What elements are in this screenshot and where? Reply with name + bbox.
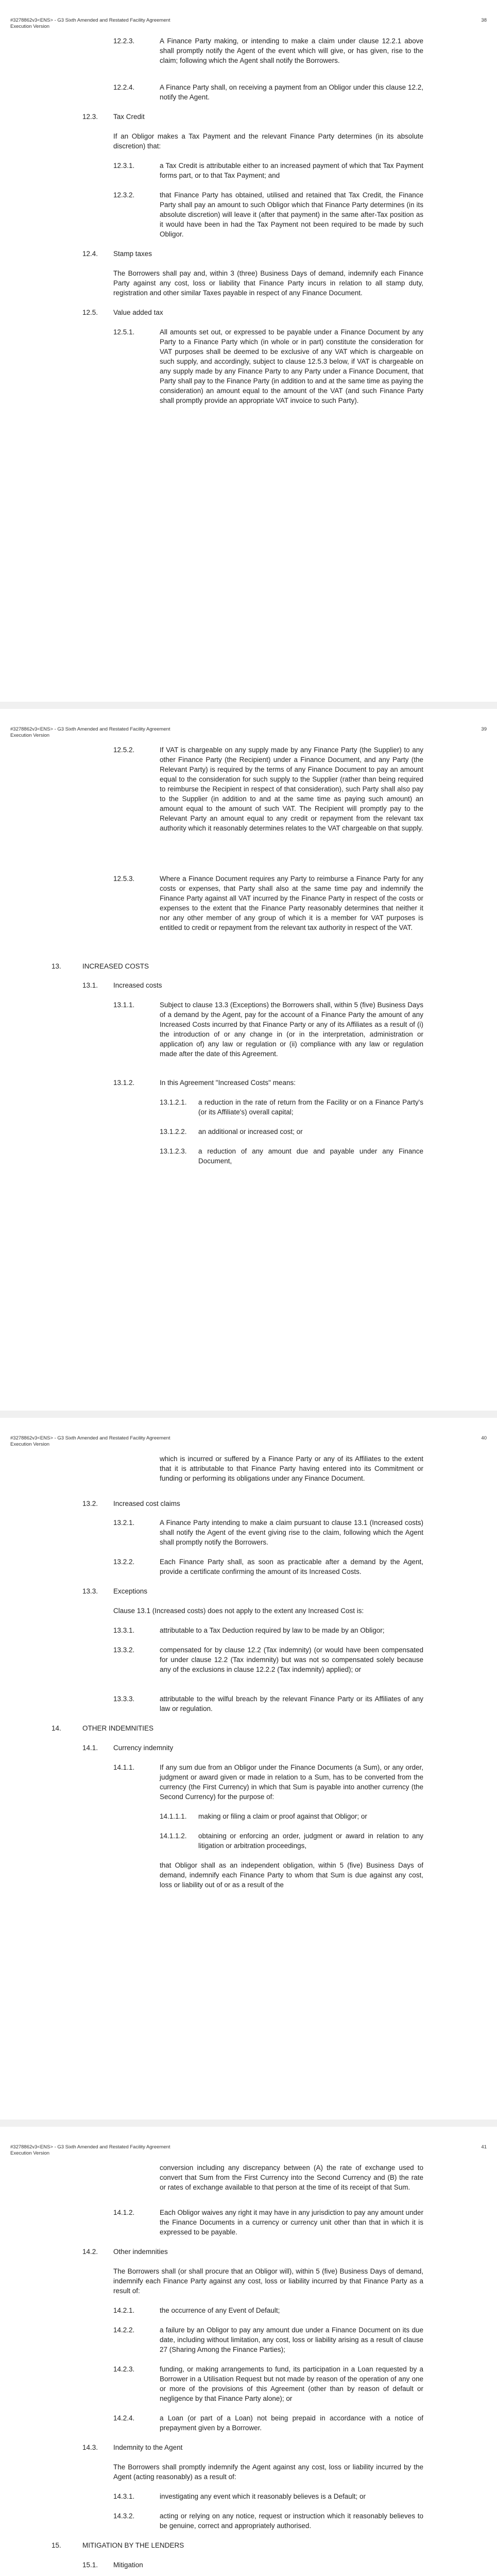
clause-text: In this Agreement "Increased Costs" means:: [160, 1079, 296, 1087]
clause-heading: Stamp taxes: [113, 250, 152, 258]
clause-text: If any sum due from an Obligor under the Finance Documents (a Sum), or any order, judgment or award given or made in relation to a Sum, has to be converted from the currency (the First Currency) in which that Sum is payable into another currency (the Second Currency) for the purpose of:: [160, 1764, 423, 1801]
clause-text: Each Obligor waives any right it may have in any jurisdiction to pay any amount under the Finance Documents in a currency or currency unit other than that in which it is expressed to be payable.: [160, 2209, 423, 2236]
clause-number: 14.: [52, 1724, 61, 1732]
header-doc-ref: #3278862v3<ENS> - G3 Sixth Amended and Restated Facility Agreement: [10, 2144, 170, 2150]
clause-number: 14.1.1.: [113, 1764, 135, 1771]
clause-text: an additional or increased cost; or: [198, 1128, 303, 1136]
clause-text: a Tax Credit is attributable either to an increased payment of which that Tax Payment forms part, or to that Tax Payment; and: [160, 162, 423, 179]
clause-number: 14.1.2.: [113, 2209, 135, 2216]
clause-text: Where a Finance Document requires any Party to reimburse a Finance Party for any costs or expenses, that Party shall also at the same time pay and indemnify the Finance Party against all VAT incurred by the Finance Party in respect of the costs or expenses to the extent that the Finance Party reasonably determines that neither it nor any other member of any group of which it is a member for VAT purposes is entitled to credit or repayment from the relevant tax authority in respect of the VAT.: [160, 875, 423, 931]
clause-number: 12.3.1.: [113, 162, 135, 170]
clause-number: 13.1.: [82, 981, 98, 989]
clause-number: 12.2.3.: [113, 37, 135, 45]
clause-number: 13.: [52, 962, 61, 970]
clause-text: Each Finance Party shall, as soon as practicable after a demand by the Agent, provide a certificate confirming the amount of its Increased Costs.: [160, 1558, 423, 1575]
clause-number: 14.1.: [82, 1744, 98, 1752]
paragraph: which is incurred or suffered by a Finance Party or any of its Affiliates to the extent that it is attributable to that Finance Party having entered into its Commitment or funding or performing its obligations under any Finance Document.: [160, 1455, 423, 1482]
clause-text: acting or relying on any notice, request or instruction which it reasonably believes to be genuine, correct and appropriately authorised.: [160, 2512, 423, 2530]
clause-text: a Loan (or part of a Loan) not being prepaid in accordance with a notice of prepayment given by a Borrower.: [160, 2414, 423, 2432]
clause-text: that Finance Party has obtained, utilised and retained that Tax Credit, the Finance Party shall pay an amount to such Obligor which that Finance Party determines (in its absolute discretion) will leave it (after that payment) in the same after-Tax position as it would have been in had the Tax Payment not been required to be made by such Obligor.: [160, 191, 423, 238]
clause-number: 14.2.2.: [113, 2326, 135, 2334]
clause-text: making or filing a claim or proof against that Obligor; or: [198, 1812, 367, 1820]
clause-heading: Tax Credit: [113, 113, 145, 121]
page-number: 38: [481, 18, 487, 23]
clause-number: 12.5.2.: [113, 746, 135, 754]
clause-text: A Finance Party intending to make a claim pursuant to clause 13.1 (Increased costs) shall notify the Agent of the event giving rise to the claim, following which the Agent shall promptly notify the Borrowers.: [160, 1519, 423, 1546]
clause-heading: Increased cost claims: [113, 1500, 180, 1507]
clause-number: 13.3.: [82, 1587, 98, 1595]
page-38: [0, 0, 497, 702]
clause-number: 14.3.1.: [113, 2493, 135, 2500]
clause-number: 13.1.2.1.: [160, 1098, 187, 1106]
header-doc-ref: #3278862v3<ENS> - G3 Sixth Amended and Restated Facility Agreement: [10, 1435, 170, 1441]
clause-heading: Indemnity to the Agent: [113, 2444, 183, 2451]
clause-text: funding, or making arrangements to fund, its participation in a Loan requested by a Borrower in a Utilisation Request but not made by reason of the operation of any one or more of the provisions of this Agreement (other than by reason of default or negligence by that Finance Party alone); or: [160, 2365, 423, 2402]
clause-number: 12.3.2.: [113, 191, 135, 199]
page-number: 40: [481, 1435, 487, 1441]
clause-text: a reduction of any amount due and payable under any Finance Document,: [198, 1147, 423, 1165]
clause-number: 13.1.2.2.: [160, 1128, 187, 1136]
clause-text: compensated for by clause 12.2 (Tax indemnity) (or would have been compensated for under clause 12.2 (Tax indemnity) but was not so compensated solely because any of the exclusions in clause 12.2.2 (Tax indemnity) applied); or: [160, 1646, 423, 1673]
clause-number: 13.1.2.: [113, 1079, 135, 1087]
paragraph: conversion including any discrepancy between (A) the rate of exchange used to convert that Sum from the First Currency into the Second Currency and (B) the rate or rates of exchange available to that person at the time of its receipt of that Sum.: [160, 2164, 423, 2191]
page-separator: [0, 702, 497, 709]
clause-heading: Exceptions: [113, 1587, 148, 1595]
paragraph: The Borrowers shall pay and, within 3 (three) Business Days of demand, indemnify each Finance Party against any cost, loss or liability that Finance Party incurs in relation to all stamp duty, registration and other similar Taxes payable in respect of any Finance Document.: [113, 269, 423, 297]
clause-number: 13.1.1.: [113, 1001, 135, 1009]
clause-number: 14.2.4.: [113, 2414, 135, 2422]
header-version: Execution Version: [10, 1442, 50, 1447]
clause-text: a failure by an Obligor to pay any amount due under a Finance Document on its due date, including without limitation, any cost, loss or liability arising as a result of clause 27 (Sharing Among the Finance Parties);: [160, 2326, 423, 2353]
clause-text: Subject to clause 13.3 (Exceptions) the Borrowers shall, within 5 (five) Business Days of a demand by the Agent, pay for the account of a Finance Party the amount of any Increased Costs incurred by that Finance Party or any of its Affiliates as a result of (i) the introduction of or any change in (or in the interpretation, administration or application of) any law or regulation or (ii) compliance with any law or regulation made after the date of this Agreement.: [160, 1001, 423, 1058]
header-doc-ref: #3278862v3<ENS> - G3 Sixth Amended and Restated Facility Agreement: [10, 726, 170, 732]
clause-number: 13.2.1.: [113, 1519, 135, 1527]
header-version: Execution Version: [10, 733, 50, 738]
page-separator: [0, 1411, 497, 1418]
clause-heading: Value added tax: [113, 309, 163, 316]
clause-number: 14.1.1.1.: [160, 1812, 187, 1820]
clause-number: 14.3.2.: [113, 2512, 135, 2520]
clause-heading: Increased costs: [113, 981, 162, 989]
clause-number: 12.5.1.: [113, 328, 135, 336]
clause-text: A Finance Party shall, on receiving a payment from an Obligor under this clause 12.2, notify the Agent.: [160, 83, 423, 101]
section-heading: INCREASED COSTS: [82, 962, 149, 970]
clause-number: 14.2.: [82, 2248, 98, 2256]
page-41: [0, 2127, 497, 2576]
paragraph: that Obligor shall as an independent obligation, within 5 (five) Business Days of demand, indemnify each Finance Party to whom that Sum is due against any cost, loss or liability out of or as a result of the: [160, 1861, 423, 1889]
clause-text: All amounts set out, or expressed to be payable under a Finance Document by any Party to a Finance Party which (in whole or in part) constitute the consideration for VAT purposes shall be deemed to be exclusive of any VAT which is chargeable on such supply, and accordingly, subject to clause 12.5.3 below, if VAT is chargeable on any supply made by any Finance Party to any Party under a Finance Document, that Party shall pay to the Finance Party (in addition to and at the same time as paying the consideration) an amount equal to the amount of the VAT (and such Finance Party shall promptly provide an appropriate VAT invoice to such Party).: [160, 328, 423, 404]
paragraph: The Borrowers shall promptly indemnify the Agent against any cost, loss or liability incurred by the Agent (acting reasonably) as a result of:: [113, 2463, 423, 2481]
clause-number: 12.5.: [82, 309, 98, 316]
clause-text: If VAT is chargeable on any supply made by any Finance Party (the Supplier) to any other Finance Party (the Recipient) under a Finance Document, and any Party (the Relevant Party) is required by the terms of any Finance Document to pay an amount equal to the consideration for such supply to the Supplier (rather than being required to reimburse the Recipient in respect of that consideration), such Party shall also pay to the Supplier (in addition to and at the same time as paying such amount) an amount equal to the amount of such VAT. The Recipient will promptly pay to the Relevant Party an amount equal to any credit or repayment from the relevant tax authority which it reasonably determines relates to the VAT chargeable on that supply.: [160, 746, 423, 832]
header-version: Execution Version: [10, 2150, 50, 2156]
clause-number: 13.3.1.: [113, 1626, 135, 1634]
clause-text: the occurrence of any Event of Default;: [160, 2307, 280, 2314]
clause-number: 14.1.1.2.: [160, 1832, 187, 1840]
clause-number: 14.3.: [82, 2444, 98, 2451]
clause-number: 12.4.: [82, 250, 98, 258]
clause-heading: Currency indemnity: [113, 1744, 174, 1752]
clause-number: 13.2.2.: [113, 1558, 135, 1566]
clause-number: 12.2.4.: [113, 83, 135, 91]
clause-number: 14.2.1.: [113, 2307, 135, 2314]
clause-text: A Finance Party making, or intending to make a claim under clause 12.2.1 above shall promptly notify the Agent of the event which will give, or has given, rise to the claim; following which the Agent shall notify the Borrowers.: [160, 37, 423, 64]
paragraph: If an Obligor makes a Tax Payment and the relevant Finance Party determines (in its absolute discretion) that:: [113, 132, 423, 150]
clause-number: 15.: [52, 2541, 61, 2549]
clause-number: 13.3.3.: [113, 1695, 135, 1703]
page-number: 41: [481, 2144, 487, 2150]
paragraph: The Borrowers shall (or shall procure that an Obligor will), within 5 (five) Business Days of demand, indemnify each Finance Party against any cost, loss or liability incurred by that Finance Party as a result of:: [113, 2267, 423, 2295]
clause-heading: Other indemnities: [113, 2248, 168, 2256]
clause-text: attributable to the wilful breach by the relevant Finance Party or its Affiliates of any law or regulation.: [160, 1695, 423, 1713]
page-header: [10, 726, 487, 739]
paragraph: Clause 13.1 (Increased costs) does not apply to the extent any Increased Cost is:: [113, 1607, 364, 1615]
clause-text: investigating any event which it reasonably believes is a Default; or: [160, 2493, 366, 2500]
page-39: [0, 709, 497, 1411]
clause-heading: Mitigation: [113, 2561, 143, 2569]
clause-text: attributable to a Tax Deduction required by law to be made by an Obligor;: [160, 1626, 385, 1634]
clause-number: 12.3.: [82, 113, 98, 121]
clause-number: 13.3.2.: [113, 1646, 135, 1654]
clause-text: a reduction in the rate of return from the Facility or on a Finance Party's (or its Affiliate's) overall capital;: [198, 1098, 423, 1116]
page-separator: [0, 2120, 497, 2127]
clause-number: 15.1.: [82, 2561, 98, 2569]
section-heading: MITIGATION BY THE LENDERS: [82, 2541, 184, 2549]
clause-text: obtaining or enforcing an order, judgment or award in relation to any litigation or arbitration proceedings,: [198, 1832, 423, 1850]
page-header: [10, 18, 487, 30]
page-40: [0, 1418, 497, 2120]
clause-number: 13.2.: [82, 1500, 98, 1507]
clause-number: 12.5.3.: [113, 875, 135, 883]
page-header: [10, 2144, 487, 2157]
header-doc-ref: #3278862v3<ENS> - G3 Sixth Amended and Restated Facility Agreement: [10, 18, 170, 23]
clause-number: 14.2.3.: [113, 2365, 135, 2373]
section-heading: OTHER INDEMNITIES: [82, 1724, 154, 1732]
page-header: [10, 1435, 487, 1448]
header-version: Execution Version: [10, 24, 50, 29]
clause-number: 13.1.2.3.: [160, 1147, 187, 1155]
page-number: 39: [481, 726, 487, 732]
